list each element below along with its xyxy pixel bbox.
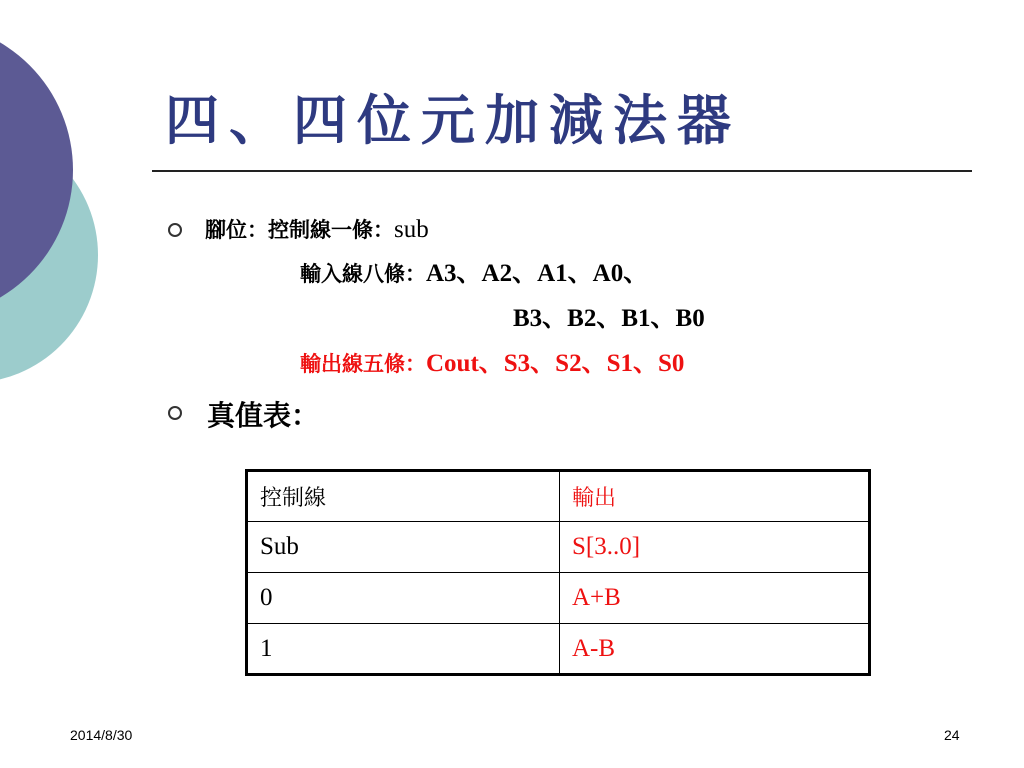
page-number: 24 [944, 727, 960, 743]
table-cell: S[3..0] [560, 522, 870, 573]
title-underline [152, 170, 972, 172]
header-output: 輸出 [560, 471, 870, 522]
bullet-marker [168, 406, 182, 420]
table-cell: 0 [247, 573, 560, 624]
table-row [247, 522, 870, 573]
control-label: 控制線一條： [268, 217, 394, 242]
table-cell: Sub [247, 522, 560, 573]
bullet-marker [168, 223, 182, 237]
pins-line-input-2 [513, 304, 705, 334]
truth-table [245, 469, 871, 676]
decorative-circles [0, 0, 200, 420]
footer-date: 2014/8/30 [70, 727, 133, 743]
table-row [247, 573, 870, 624]
pins-line-output [300, 349, 684, 379]
table-cell: A-B [560, 624, 870, 675]
table-cell: A+B [560, 573, 870, 624]
header-control: 控制線 [247, 471, 560, 522]
pins-intro: 腳位： [205, 217, 268, 242]
output-label: 輸出線五條： [300, 351, 426, 376]
slide-title: 四、四位元加減法器 [165, 88, 741, 152]
input-label: 輸入線八條： [300, 261, 426, 286]
pins-line-control [205, 215, 429, 245]
table-header-row [247, 471, 870, 522]
table-row [247, 624, 870, 675]
input-values-2: B3、B2、B1、B0 [513, 305, 705, 332]
output-values: Cout、S3、S2、S1、S0 [426, 350, 685, 377]
pins-line-input [300, 259, 648, 289]
control-value: sub [394, 216, 429, 243]
truth-table-heading: 真值表： [207, 399, 320, 432]
input-values-1: A3、A2、A1、A0、 [426, 260, 649, 287]
table-cell: 1 [247, 624, 560, 675]
